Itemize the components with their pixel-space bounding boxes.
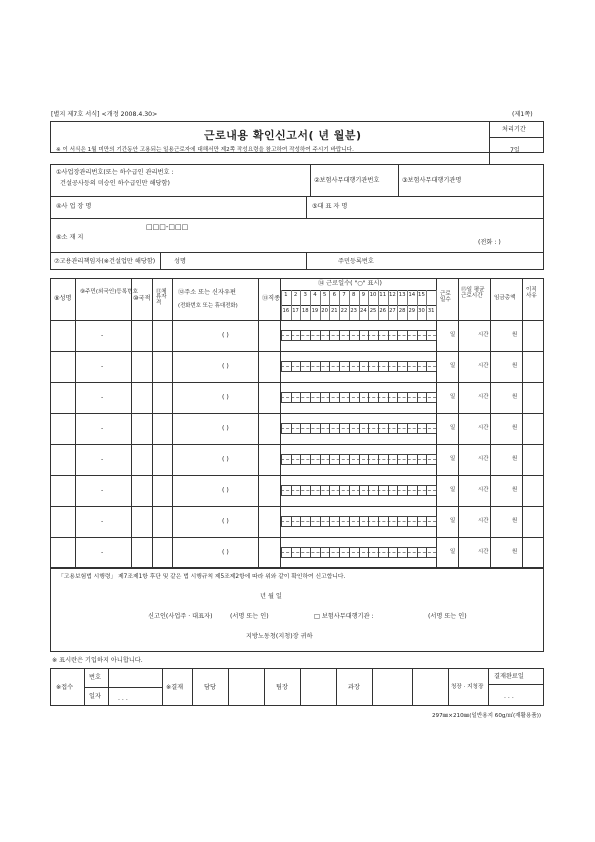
- day-number-label: 30: [418, 308, 425, 314]
- day-number-label: 8: [351, 292, 356, 298]
- day-number-label: 25: [369, 308, 377, 314]
- rrn-separator: -: [101, 425, 104, 432]
- approval-office-head: 청장 · 지청장: [451, 684, 484, 690]
- day-number-label: 18: [301, 308, 309, 314]
- workdays-unit: 일: [450, 518, 456, 524]
- workdays-unit: 일: [450, 394, 456, 400]
- page-title: 근로내용 확인신고서( 년 월분): [204, 129, 362, 142]
- mgmt-number-sub: 건설공사등의 미승인 하수급인만 해당함): [60, 180, 170, 187]
- day-number-label: 27: [389, 308, 396, 314]
- recipient-office: 지방노동청(지청)장 귀하: [246, 633, 313, 640]
- day-number-label: 28: [398, 308, 406, 314]
- processing-period-label: 처리기간: [502, 126, 526, 133]
- day-number-label: 20: [321, 308, 328, 314]
- receipt-date-dots: . . .: [118, 695, 128, 702]
- approval-staff: 담당: [204, 684, 216, 691]
- day-number-label: 3: [303, 292, 307, 298]
- col-workday-count: 근로일수: [440, 291, 451, 303]
- day-number-label: 5: [322, 292, 327, 298]
- col-wage-total: 임금총액: [494, 295, 516, 301]
- wage-unit: 원: [512, 425, 518, 431]
- col-address: ⑫주소 또는 신자우편: [178, 289, 236, 296]
- phone-parentheses: ( ): [222, 549, 229, 556]
- wage-unit: 원: [512, 487, 518, 493]
- receipt-date-label: 일자: [89, 693, 101, 700]
- workdays-unit: 일: [450, 487, 456, 493]
- phone-parentheses: ( ): [222, 456, 229, 463]
- processed-date-dots: . . .: [504, 693, 514, 700]
- col-rrn: ⑨주민(외국인)등록번호: [80, 289, 139, 295]
- processed-date-label: 결재완료일: [494, 673, 524, 680]
- rrn-separator: -: [101, 332, 104, 339]
- workdays-unit: 일: [450, 425, 456, 431]
- hours-unit: 시간: [478, 394, 489, 400]
- day-number-label: 6: [332, 292, 336, 298]
- col-avg-hours: ⑮일 평균근로시간: [461, 287, 485, 299]
- day-number-label: 13: [398, 292, 406, 298]
- day-number-label: 31: [427, 308, 435, 314]
- rrn-separator: -: [101, 549, 104, 556]
- reporter-label: 신고인(사업주 · 대표자): [148, 613, 213, 620]
- rrn-separator: -: [101, 518, 104, 525]
- rrn-separator: -: [101, 487, 104, 494]
- mgmt-number-label: ①사업장관리번호(또는 하수급인 관리번호 :: [56, 169, 174, 176]
- hours-unit: 시간: [478, 487, 489, 493]
- day-number-label: 23: [350, 308, 357, 314]
- workdays-unit: 일: [450, 456, 456, 462]
- reporter-signature: (서명 또는 인): [230, 613, 269, 620]
- day-number-label: 7: [342, 292, 346, 298]
- approval-label: ※결재: [166, 684, 184, 691]
- day-number-label: 9: [361, 292, 366, 298]
- day-number-label: 15: [418, 292, 425, 298]
- hours-unit: 시간: [478, 425, 489, 431]
- insurer-number-label: ②보험사무대행기관번호: [314, 177, 380, 184]
- phone-parentheses: ( ): [222, 487, 229, 494]
- form-reference: [별지 제7호 서식] <개정 2008.4.30>: [51, 111, 158, 118]
- col-job: ⑬직종: [262, 295, 281, 302]
- footer-notice: ※ 표시란은 기입하지 아니합니다.: [52, 657, 143, 664]
- day-number-label: 10: [369, 292, 377, 298]
- col-workdays-header: ⑭ 근로일수( "○" 표시): [318, 280, 382, 287]
- day-number-label: 17: [292, 308, 299, 314]
- col-leave-reason: 이직사유: [526, 287, 537, 299]
- phone-label: (전화 : ): [478, 239, 501, 246]
- rrn-separator: -: [101, 363, 104, 370]
- agent-label: □ 보험사무대행기관 :: [314, 613, 374, 620]
- day-number-label: 1: [284, 292, 288, 298]
- day-number-label: 26: [379, 308, 387, 314]
- declaration-date: 년 월 일: [260, 593, 282, 600]
- wage-unit: 원: [512, 332, 518, 338]
- hours-unit: 시간: [478, 549, 489, 555]
- day-number-label: 12: [388, 292, 396, 298]
- phone-parentheses: ( ): [222, 332, 229, 339]
- page-reference: (제1쪽): [512, 111, 533, 118]
- declaration-statement: 「고용보험법 시행령」 제7조제1항 후단 및 같은 법 시행규칙 제5조제2항에 따라 위와 같이 확인하여 신고합니다.: [58, 574, 346, 580]
- workdays-unit: 일: [450, 332, 456, 338]
- wage-unit: 원: [512, 363, 518, 369]
- processing-period-value: 7일: [510, 147, 520, 154]
- wage-unit: 원: [512, 456, 518, 462]
- workplace-name-label: ④사 업 장 명: [56, 203, 92, 210]
- day-number-label: 2: [293, 292, 298, 298]
- paper-spec: 297㎜×210㎜(일반용지 60g/㎡(재활용품)): [432, 713, 542, 719]
- day-number-label: 24: [360, 308, 367, 314]
- manager-rrn-label: 주민등록번호: [338, 258, 374, 265]
- agent-signature: (서명 또는 인): [428, 613, 467, 620]
- hours-unit: 시간: [478, 456, 489, 462]
- manager-label: ⑦고용관리책임자(※건설업만 해당함): [54, 258, 156, 265]
- wage-unit: 원: [512, 394, 518, 400]
- approval-section-chief: 과장: [348, 684, 360, 691]
- day-number-label: 29: [408, 308, 416, 314]
- phone-parentheses: ( ): [222, 394, 229, 401]
- insurer-name-label: ③보험사무대행기관명: [402, 177, 462, 184]
- rrn-separator: -: [101, 456, 104, 463]
- notice-text: ※ 이 서식은 1월 미만의 기간동안 고용되는 일용근로자에 대해서만 제2쪽 작성요령을 참고하여 작성하여 주시기 바랍니다.: [56, 147, 354, 153]
- day-number-label: 21: [330, 308, 338, 314]
- col-nationality: ⑩국적: [133, 295, 151, 302]
- postal-code-boxes: □□□-□□□: [146, 223, 189, 231]
- phone-parentheses: ( ): [222, 425, 229, 432]
- hours-unit: 시간: [478, 518, 489, 524]
- day-number-label: 14: [408, 292, 416, 298]
- representative-label: ⑤대 표 자 명: [312, 203, 348, 210]
- col-address-sub: (전화번호 또는 휴대전화): [178, 303, 238, 309]
- approval-team-lead: 팀장: [276, 684, 288, 691]
- manager-name-label: 성명: [174, 258, 186, 265]
- day-number-label: 16: [282, 308, 290, 314]
- address-label: ⑥소 재 지: [56, 234, 84, 241]
- hours-unit: 시간: [478, 332, 489, 338]
- col-status: ⑪체류자격: [156, 289, 167, 306]
- receipt-label: ※접수: [56, 684, 74, 691]
- day-number-label: 19: [311, 308, 319, 314]
- rrn-separator: -: [101, 394, 104, 401]
- workdays-unit: 일: [450, 363, 456, 369]
- workdays-unit: 일: [450, 549, 456, 555]
- receipt-number-label: 번호: [89, 674, 101, 681]
- day-number-label: 22: [340, 308, 348, 314]
- day-number-label: 4: [313, 292, 317, 298]
- hours-unit: 시간: [478, 363, 489, 369]
- phone-parentheses: ( ): [222, 363, 229, 370]
- wage-unit: 원: [512, 549, 518, 555]
- phone-parentheses: ( ): [222, 518, 229, 525]
- day-number-label: 11: [379, 292, 387, 298]
- wage-unit: 원: [512, 518, 518, 524]
- col-name: ⑧성명: [54, 295, 72, 302]
